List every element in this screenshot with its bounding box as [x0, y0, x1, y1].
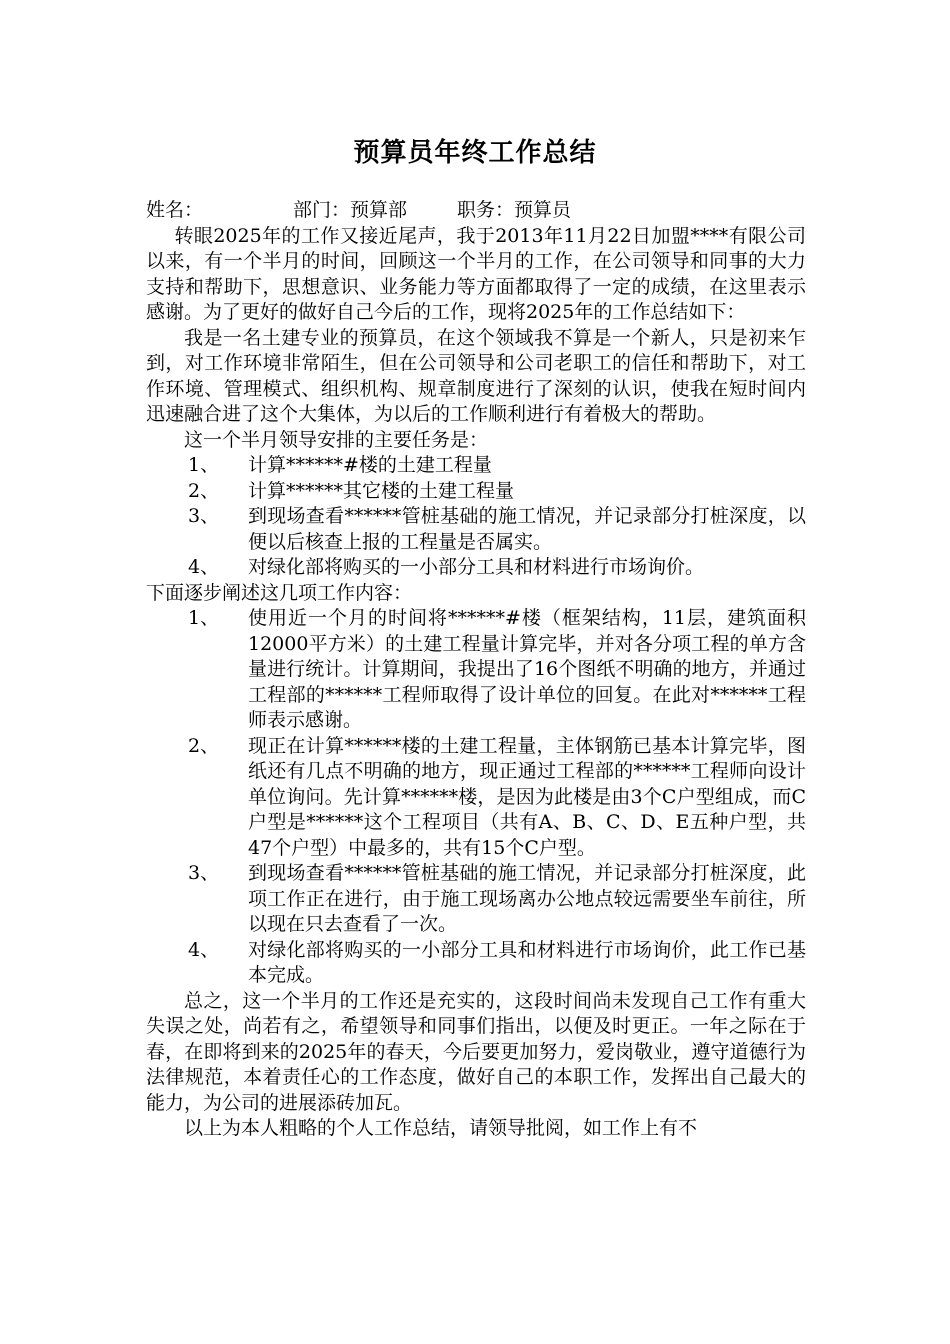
document-body: [146, 198, 806, 1142]
list-item: [146, 606, 806, 734]
list-number: 4、: [188, 938, 220, 961]
list-text: 计算******#楼的土建工程量: [248, 454, 492, 476]
list-text: 对绿化部将购买的一小部分工具和材料进行市场询价。: [248, 556, 705, 578]
list-item: [146, 734, 806, 862]
list-item: [146, 453, 806, 479]
list-number: 2、: [188, 734, 220, 757]
paragraph-1: 我是一名土建专业的预算员，在这个领域我不算是一个新人，只是初来乍到，对工作环境非常陌生，但在公司领导和公司老职工的信任和帮助下，对工作环境、管理模式、组织机构、规章制度进行了深刻的认识，使我在短时间内迅速融合进了这个大集体，为以后的工作顺利进行有着极大的帮助。: [146, 326, 806, 425]
list-number: 4、: [188, 556, 220, 578]
list-item: [146, 938, 806, 989]
list-number: 3、: [188, 505, 220, 527]
list-number: 1、: [188, 607, 220, 629]
dept-label: 部门：预算部: [293, 199, 408, 221]
closing-paragraph: 以上为本人粗略的个人工作总结，请领导批阅，如工作上有不: [184, 1117, 698, 1139]
conclusion-paragraph: 总之，这一个半月的工作还是充实的，这段时间尚未发现自己工作有重大失误之处，尚若有之，希望领导和同事们指出，以便及时更正。一年之际在于春，在即将到来的2025年的春天，今后要更加努力，爱岗敬业，遵守道德行为法律规范，本着责任心的工作态度，做好自己的本职工作，发挥出自己最大的能力，为公司的进展添砖加瓦。: [146, 989, 806, 1114]
info-line: [146, 198, 806, 224]
list-text: 现正在计算******楼的土建工程量，主体钢筋已基本计算完毕，图纸还有几点不明确的地方，现正通过工程部的******工程师向设计单位询问。先计算******楼，是因为此楼是由3个C户型组成，而C户型是******这个工程项目（共有A、B、C、D、E五种户型，共47个户型）中最多的，共有15个C户型。: [248, 734, 806, 859]
intro-paragraph: 转眼2025年的工作又接近尾声，我于2013年11月22日加盟****有限公司以来，有一个半月的时间，回顾这一个半月的工作，在公司领导和同事的大力支持和帮助下，思想意识、业务能力等方面都取得了一定的成绩，在这里表示感谢。为了更好的做好自己今后的工作，现将2025年的工作总结如下：: [146, 224, 806, 323]
list-number: 2、: [188, 479, 220, 502]
document-title: 预算员年终工作总结: [353, 138, 597, 168]
list-item: [146, 479, 806, 505]
details-list: [146, 606, 806, 989]
tasks-list: [146, 453, 806, 581]
list-text: 计算******其它楼的土建工程量: [248, 479, 515, 502]
list-text: 到现场查看******管桩基础的施工情况，并记录部分打桩深度，此项工作正在进行，由于施工现场离办公地点较远需要坐车前往，所以现在只去查看了一次。: [248, 862, 806, 935]
position-label: 职务：预算员: [457, 199, 572, 221]
list-text: 到现场查看******管桩基础的施工情况，并记录部分打桩深度，以便以后核查上报的工程量是否属实。: [248, 505, 806, 553]
list-number: 1、: [188, 454, 220, 476]
tasks-intro: 这一个半月领导安排的主要任务是：: [184, 428, 489, 451]
list-item: [146, 504, 806, 555]
name-label: 姓名：: [146, 199, 204, 221]
details-intro: 下面逐步阐述这几项工作内容：: [146, 581, 413, 604]
list-item: [146, 555, 806, 581]
list-item: [146, 861, 806, 938]
list-number: 3、: [188, 862, 220, 884]
list-text: 使用近一个月的时间将******#楼（框架结构，11层，建筑面积12000平方米）的土建工程量计算完毕，并对各分项工程的单方含量进行统计。计算期间，我提出了16个图纸不明确的地方，并通过工程部的******工程师取得了设计单位的回复。在此对******工程师表示感谢。: [248, 607, 806, 731]
list-text: 对绿化部将购买的一小部分工具和材料进行市场询价，此工作已基本完成。: [248, 938, 806, 986]
